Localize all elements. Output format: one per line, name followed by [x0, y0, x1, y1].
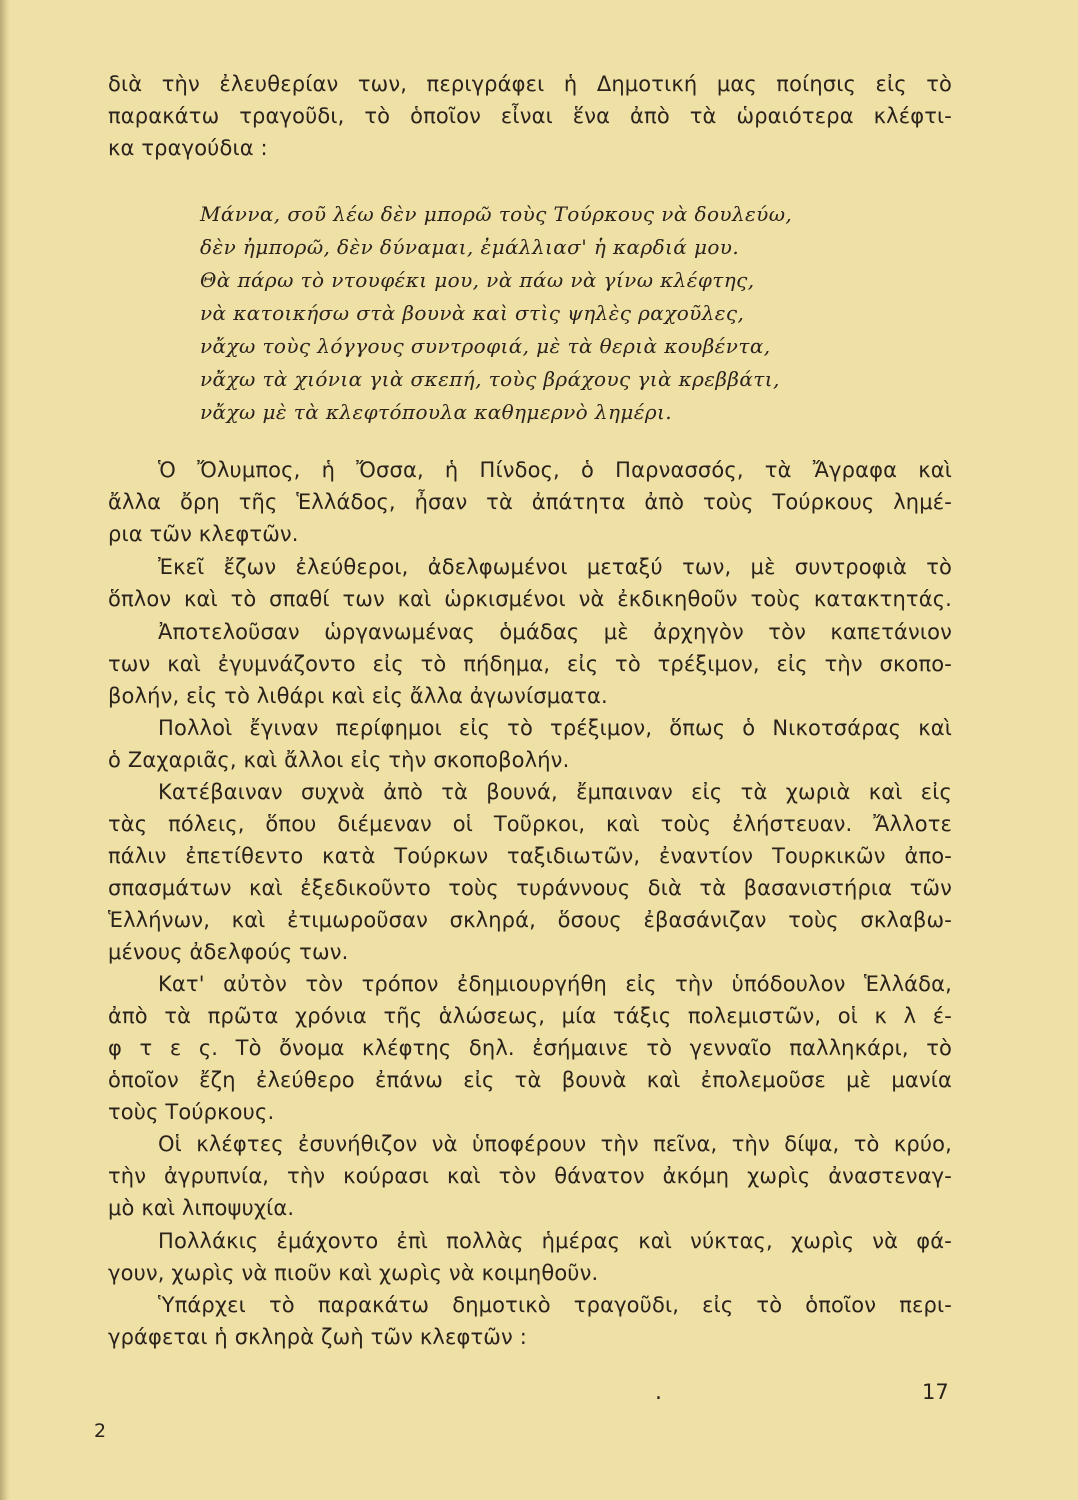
text-line: Οἱ κλέφτες ἐσυνήθιζον νὰ ὑποφέρουν τὴν πεῖνα, τὴν δίψα, τὸ κρύο, — [158, 1132, 952, 1156]
text-line: Ἐκεῖ ἔζων ἐλεύθεροι, ἀδελφωμένοι μεταξύ των, μὲ συντροφιὰ τὸ — [158, 555, 952, 579]
text-line: ρια τῶν κλεφτῶν. — [108, 522, 299, 546]
text-line: Ἀποτελοῦσαν ὡργανωμένας ὁμάδας μὲ ἀρχηγὸν τὸν καπετάνιον — [158, 620, 952, 644]
text-line: Πολλοὶ ἔγιναν περίφημοι εἰς τὸ τρέξιμον, ὅπως ὁ Νικοτσάρας καὶ — [158, 716, 952, 740]
text-line: των καὶ ἐγυμνάζοντο εἰς τὸ πήδημα, εἰς τὸ τρέξιμον, εἰς τὴν σκοπο- — [108, 652, 952, 676]
text-line: κα τραγούδια : — [108, 136, 268, 160]
text-line: διὰ τὴν ἐλευθερίαν των, περιγράφει ἡ Δημοτική μας ποίησις εἰς τὸ — [108, 72, 952, 96]
text-line: τὰς πόλεις, ὅπου διέμεναν οἱ Τοῦρκοι, καὶ τοὺς ἐλήστευαν. Ἄλλοτε — [108, 812, 952, 836]
text-line: φ τ ε ς. Τὸ ὄνομα κλέφτης δηλ. ἐσήμαινε τὸ γενναῖο παλληκάρι, τὸ — [108, 1036, 952, 1060]
text-line: μὸ καὶ λιποψυχία. — [108, 1196, 295, 1220]
signature-mark: 2 — [94, 1420, 107, 1442]
text-line: ἀπὸ τὰ πρῶτα χρόνια τῆς ἁλώσεως, μία τάξις πολεμιστῶν, οἱ κ λ έ- — [108, 1004, 952, 1028]
text-line: Πολλάκις ἐμάχοντο ἐπὶ πολλὰς ἡμέρας καὶ νύκτας, χωρὶς νὰ φά- — [158, 1229, 952, 1253]
poem-line: Θὰ πάρω τὸ ντουφέκι μου, νὰ πάω νὰ γίνω κλέφτης, — [200, 268, 755, 292]
poem-line: δὲν ἠμπορῶ, δὲν δύναμαι, ἐμάλλιασ' ἡ καρδιά μου. — [200, 235, 740, 259]
text-line: Ἑλλήνων, καὶ ἐτιμωροῦσαν σκληρά, ὅσους ἐβασάνιζαν τοὺς σκλαβω- — [108, 908, 952, 932]
text-line: βολήν, εἰς τὸ λιθάρι καὶ εἰς ἄλλα ἀγωνίσματα. — [108, 684, 608, 708]
text-line: ὅπλον καὶ τὸ σπαθί των καὶ ὡρκισμένοι νὰ ἐκδικηθοῦν τοὺς κατακτητάς. — [108, 587, 952, 611]
text-line: τοὺς Τούρκους. — [108, 1100, 275, 1124]
poem-line: νἄχω μὲ τὰ κλεφτόπουλα καθημερνὸ λημέρι. — [200, 400, 673, 424]
text-line: γουν, χωρὶς νὰ πιοῦν καὶ χωρὶς νὰ κοιμηθοῦν. — [108, 1261, 599, 1285]
text-line: Ὑπάρχει τὸ παρακάτω δημοτικὸ τραγοῦδι, εἰς τὸ ὁποῖον περι- — [158, 1293, 952, 1317]
binding-edge — [0, 0, 10, 1500]
text-line: ἄλλα ὄρη τῆς Ἑλλάδος, ἦσαν τὰ ἀπάτητα ἀπὸ τοὺς Τούρκους λημέ- — [108, 490, 952, 514]
text-line: Ὁ Ὄλυμπος, ἡ Ὄσσα, ἡ Πίνδος, ὁ Παρνασσός, τὰ Ἄγραφα καὶ — [158, 458, 952, 482]
poem-line: Μάννα, σοῦ λέω δὲν μπορῶ τοὺς Τούρκους νὰ δουλεύω, — [200, 202, 793, 226]
stray-dot: . — [655, 1380, 662, 1405]
text-line: τὴν ἀγρυπνία, τὴν κούρασι καὶ τὸν θάνατον ἀκόμη χωρὶς ἀναστεναγ- — [108, 1164, 952, 1188]
text-line: μένους ἀδελφούς των. — [108, 940, 349, 964]
poem-line: νἄχω τὰ χιόνια γιὰ σκεπή, τοὺς βράχους γιὰ κρεββάτι, — [200, 367, 780, 391]
text-line: πάλιν ἐπετίθεντο κατὰ Τούρκων ταξιδιωτῶν, ἐναντίον Τουρκικῶν ἀπο- — [108, 844, 952, 868]
text-line: ὁ Ζαχαριᾶς, καὶ ἄλλοι εἰς τὴν σκοποβολήν. — [108, 748, 570, 772]
text-line: σπασμάτων καὶ ἐξεδικοῦντο τοὺς τυράννους διὰ τὰ βασανιστήρια τῶν — [108, 876, 952, 900]
poem-line: νὰ κατοικήσω στὰ βουνὰ καὶ στὶς ψηλὲς ραχοῦλες, — [200, 301, 745, 325]
text-line: ὁποῖον ἔζη ἐλεύθερο ἐπάνω εἰς τὰ βουνὰ καὶ ἐπολεμοῦσε μὲ μανία — [108, 1068, 952, 1092]
text-line: Κατ' αὐτὸν τὸν τρόπον ἐδημιουργήθη εἰς τὴν ὑπόδουλον Ἑλλάδα, — [158, 972, 952, 996]
text-line: παρακάτω τραγοῦδι, τὸ ὁποῖον εἶναι ἕνα ἀπὸ τὰ ὡραιότερα κλέφτι- — [108, 104, 952, 128]
text-line: Κατέβαιναν συχνὰ ἀπὸ τὰ βουνά, ἔμπαιναν εἰς τὰ χωριὰ καὶ εἰς — [158, 780, 952, 804]
text-line: γράφεται ἡ σκληρὰ ζωὴ τῶν κλεφτῶν : — [108, 1325, 527, 1349]
poem-line: νἄχω τοὺς λόγγους συντροφιά, μὲ τὰ θεριὰ κουβέντα, — [200, 334, 771, 358]
page-number: 17 — [922, 1380, 949, 1404]
